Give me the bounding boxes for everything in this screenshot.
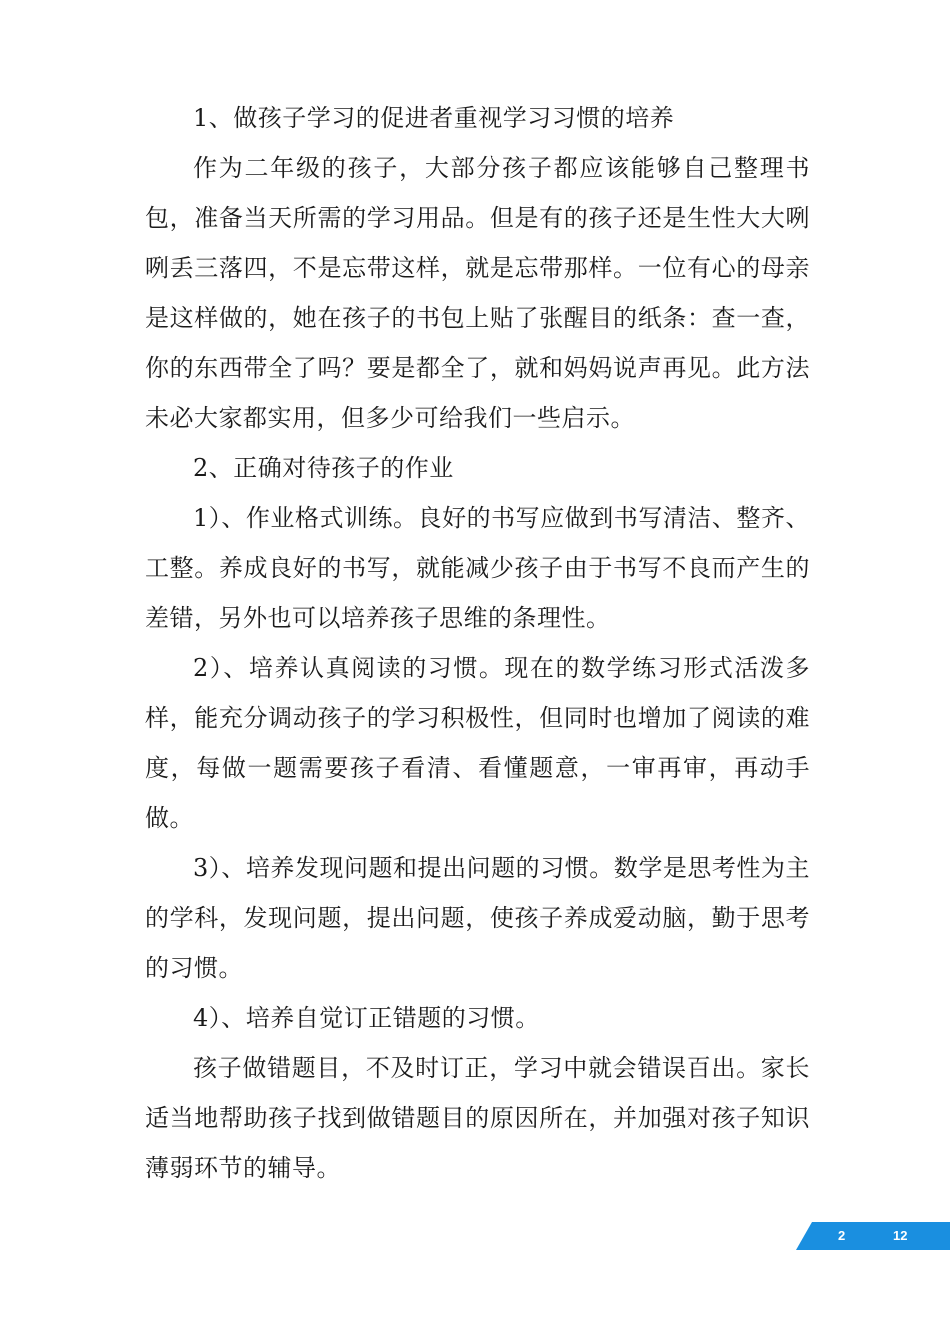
current-page-number: 2 (838, 1228, 846, 1243)
paragraph-homework-format: 1）、作业格式训练。良好的书写应做到书写清洁、整齐、工整。养成良好的书写，就能减少孩子由于书写不良而产生的差错，另外也可以培养孩子思维的条理性。 (145, 504, 810, 632)
heading-2: 2、正确对待孩子的作业 (193, 454, 454, 482)
paragraph-question-habit: 3）、培养发现问题和提出问题的习惯。数学是思考性为主的学科，发现问题，提出问题，使孩子养成爱动脑，勤于思考的习惯。 (145, 854, 810, 982)
paragraph-correction: 孩子做错题目，不及时订正，学习中就会错误百出。家长适当地帮助孩子找到做错题目的原因所在，并加强对孩子知识薄弱环节的辅导。 (145, 1054, 810, 1182)
paragraph-reading-habit: 2）、培养认真阅读的习惯。现在的数学练习形式活泼多样，能充分调动孩子的学习积极性，但同时也增加了阅读的难度，每做一题需要孩子看清、看懂题意，一审再审，再动手做。 (145, 654, 810, 832)
paragraph-1: 作为二年级的孩子，大部分孩子都应该能够自己整理书包，准备当天所需的学习用品。但是有的孩子还是生性大大咧咧丢三落四，不是忘带这样，就是忘带那样。一位有心的母亲是这样做的，她在孩子的书包上贴了张醒目的纸条：查一查，你的东西带全了吗？要是都全了，就和妈妈说声再见。此方法未必大家都实用，但多少可给我们一些启示。 (145, 154, 810, 432)
page-number-band (796, 1222, 950, 1250)
paragraph-correction-heading: 4）、培养自觉订正错题的习惯。 (193, 1004, 540, 1032)
heading-1: 1、做孩子学习的促进者重视学习习惯的培养 (193, 104, 675, 132)
total-pages-number: 12 (893, 1228, 908, 1243)
